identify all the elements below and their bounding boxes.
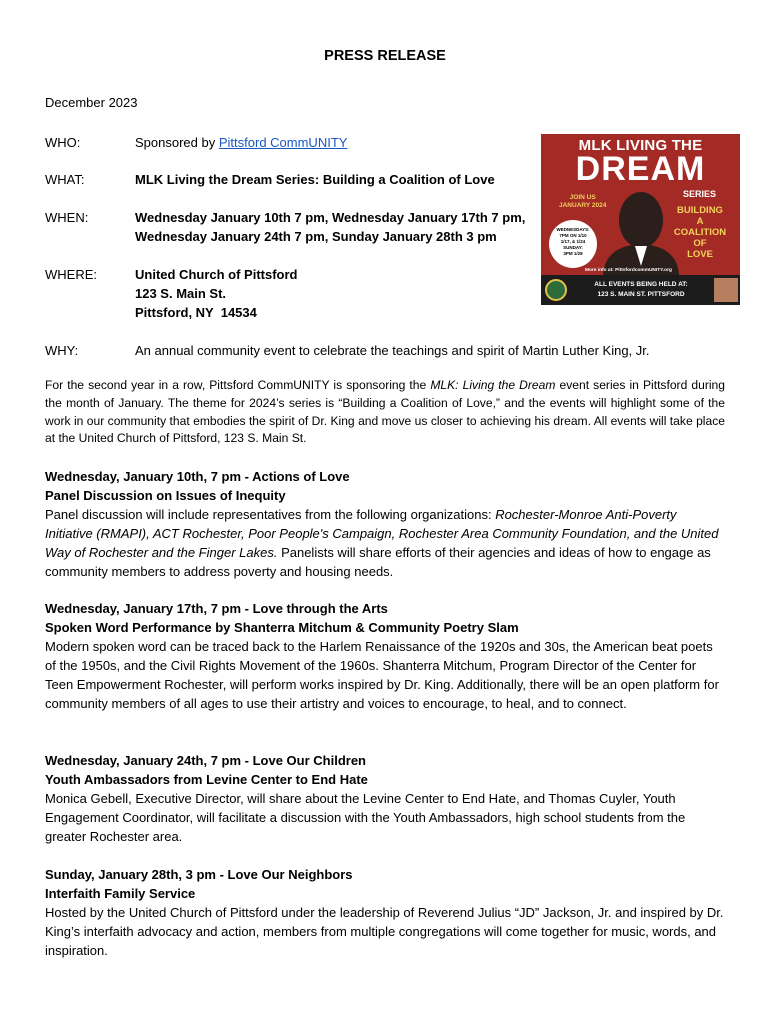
where-line-1: United Church of Pittsford [135,267,298,282]
poster-series-label: SERIES [683,189,717,199]
release-date: December 2023 [45,95,138,110]
poster-location-text [571,280,711,300]
why-value: An annual community event to celebrate the teachings and spirit of Martin Luther King, Jr. [135,343,650,358]
when-label: WHEN: [45,210,89,225]
event-body-text: Panelists will share efforts of their agencies and ideas of how to engage as community members to address poverty and housing needs. [45,545,711,579]
event-section [45,751,725,846]
portrait-photo [714,278,738,302]
sponsor-link[interactable]: Pittsford CommUNITY [218,135,348,150]
poster-theme-text: BUILDING A COALITION OF LOVE [673,205,727,260]
where-label: WHERE: [45,267,97,282]
poster-info-text: More info at: PittsfordcommUNITY.org [585,268,672,273]
event-body: Monica Gebell, Executive Director, will share about the Levine Center to End Hate, and Thomas Cuyler, Youth Engagement Coordinator, will facilitate a discussion with the Youth Ambassadors, high school students from the greater Rochester area. [45,791,686,844]
who-label: WHO: [45,135,81,150]
event-organizations: Rochester-Monroe Anti-Poverty Initiative (RMAPI), ACT Rochester, Poor People's Campaign, Rochester Area Community Foundation, and the United Way of Rochester and the Finger Lakes. [45,507,719,560]
when-line-2: Wednesday January 24th 7 pm, Sunday January 28th 3 pm [135,229,497,244]
event-poster-image [541,134,740,305]
event-heading: Sunday, January 28th, 3 pm - Love Our Neighbors [45,867,353,882]
intro-paragraph [45,377,725,448]
event-body-text: Panel discussion will include representatives from the following organizations: [45,507,496,522]
event-heading: Wednesday, January 10th, 7 pm - Actions of Love [45,469,350,484]
event-section [45,467,725,581]
community-logo-icon [545,279,567,301]
event-subheading: Youth Ambassadors from Levine Center to End Hate [45,772,368,787]
event-body: Modern spoken word can be traced back to the Harlem Renaissance of the 1920s and 30s, the American beat poets of the 1950s, and the Civil Rights Movement of the 1960s. Shanterra Mitchum, Program Director of the Center for Teen Empowerment Rochester, will perform works inspired by Dr. King. Additionally, there will be an open platform for community members of all ages to use their artistry and voices to encourage, to heal, and to connect. [45,639,719,711]
event-subheading: Spoken Word Performance by Shanterra Mitchum & Community Poetry Slam [45,620,519,635]
poster-location-line-1: ALL EVENTS BEING HELD AT: [594,281,688,288]
event-section [45,865,725,960]
event-body: Hosted by the United Church of Pittsford under the leadership of Reverend Julius “JD” Jackson, Jr. and inspired by Dr. King’s interfaith advocacy and action, members from multiple congregations will come together for music, words, and inspiration. [45,905,724,958]
poster-date-badge-text: WEDNESDAYS: 7PM ON 1/10 1/17, & 1/24 SUNDAY: 3PM 1/28 [556,227,590,256]
event-heading: Wednesday, January 24th, 7 pm - Love Our Children [45,753,366,768]
event-heading: Wednesday, January 17th, 7 pm - Love through the Arts [45,601,388,616]
event-subheading: Interfaith Family Service [45,886,196,901]
where-value [135,265,298,322]
event-section [45,599,725,713]
intro-text-2: event series in Pittsford during the month of January. The theme for 2024’s series is “Building a Coalition of Love,” and the events will highlight some of the work in our community that embodies the spirit of Dr. King and move us closer to achieving his dream. All events will take place at the United Church of Pittsford, 123 S. Main St. [45,378,725,446]
event-body [45,505,725,581]
why-label: WHY: [45,343,79,358]
what-label: WHAT: [45,172,85,187]
poster-big-word: DREAM [575,150,706,188]
when-line-1: Wednesday January 10th 7 pm, Wednesday January 17th 7 pm, [135,210,526,225]
where-line-3: Pittsford, NY 14534 [135,305,257,320]
where-line-2: 123 S. Main St. [135,286,227,301]
when-value [135,208,525,246]
what-value: MLK Living the Dream Series: Building a Coalition of Love [135,172,495,187]
who-prefix: Sponsored by [135,135,216,150]
intro-text-1: For the second year in a row, Pittsford CommUNITY is sponsoring the [45,378,431,392]
who-value [135,133,347,152]
poster-location-line-2: 123 S. MAIN ST. PITTSFORD [597,291,685,298]
poster-join-text: JOIN US JANUARY 2024 [559,194,607,209]
poster-top-line: MLK LIVING THE [578,137,703,154]
intro-series-name: MLK: Living the Dream [430,378,556,392]
event-subheading: Panel Discussion on Issues of Inequity [45,488,286,503]
page-title: PRESS RELEASE [324,48,446,64]
